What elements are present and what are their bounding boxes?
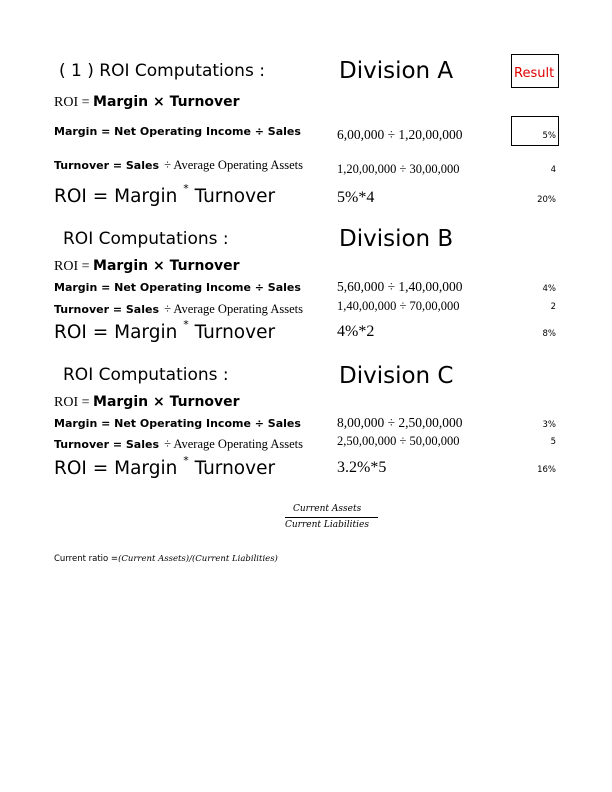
section-b-division: Division B bbox=[339, 226, 454, 252]
section-b-margin-result: 4% bbox=[542, 284, 556, 294]
current-ratio-line bbox=[54, 555, 278, 564]
roi-big-left: ROI = Margin bbox=[54, 322, 184, 344]
section-b-title: ROI Computations : bbox=[63, 229, 229, 249]
roi-big-star: * bbox=[183, 454, 189, 467]
fraction-denominator: Current Liabilities bbox=[285, 520, 369, 530]
fraction-numerator: Current Assets bbox=[293, 504, 362, 514]
section-a-roi-calc: 5%*4 bbox=[337, 189, 375, 206]
roi-big-star: * bbox=[183, 318, 189, 331]
roi-formula-rest: Margin × Turnover bbox=[93, 394, 240, 410]
section-c-turnover-calc: 2,50,00,000 ÷ 50,00,000 bbox=[337, 434, 460, 448]
section-a-roi-big bbox=[54, 182, 276, 208]
section-c-turnover-formula bbox=[54, 435, 303, 451]
section-a-turnover-formula bbox=[54, 156, 303, 172]
section-a-margin-result: 5% bbox=[542, 131, 556, 141]
turnover-label: Turnover = Sales bbox=[54, 438, 159, 451]
section-c-roi-calc: 3.2%*5 bbox=[337, 459, 387, 476]
section-b-roi-result: 8% bbox=[542, 329, 556, 339]
section-a-title: ( 1 ) ROI Computations : bbox=[59, 61, 265, 81]
turnover-rest: ÷ Average Operating Assets bbox=[164, 158, 303, 172]
section-b-margin-calc: 5,60,000 ÷ 1,40,00,000 bbox=[337, 279, 463, 294]
section-c-turnover-result: 5 bbox=[550, 437, 556, 447]
section-c-margin-result: 3% bbox=[542, 420, 556, 430]
section-b-roi-formula bbox=[54, 259, 240, 274]
section-c-margin-formula: Margin = Net Operating Income ÷ Sales bbox=[54, 417, 301, 430]
roi-prefix: ROI = bbox=[54, 259, 94, 274]
roi-big-left: ROI = Margin bbox=[54, 458, 184, 480]
roi-big-star: * bbox=[183, 182, 189, 195]
section-a-roi-formula bbox=[54, 95, 240, 110]
result-label: Result bbox=[514, 66, 555, 81]
section-b-roi-calc: 4%*2 bbox=[337, 323, 375, 340]
section-a-margin-calc: 6,00,000 ÷ 1,20,00,000 bbox=[337, 127, 463, 142]
section-a-turnover-result: 4 bbox=[550, 165, 556, 175]
section-a-roi-result: 20% bbox=[537, 195, 556, 205]
turnover-label: Turnover = Sales bbox=[54, 159, 159, 172]
section-b-turnover-result: 2 bbox=[550, 302, 556, 312]
section-a-turnover-calc: 1,20,00,000 ÷ 30,00,000 bbox=[337, 162, 460, 176]
current-ratio-formula: (Current Assets)/(Current Liabilities) bbox=[118, 554, 278, 564]
section-b-roi-big bbox=[54, 318, 276, 344]
section-b-margin-formula: Margin = Net Operating Income ÷ Sales bbox=[54, 281, 301, 294]
roi-big-left: ROI = Margin bbox=[54, 186, 184, 208]
section-b-turnover-formula bbox=[54, 300, 303, 316]
roi-big-right: Turnover bbox=[188, 322, 276, 344]
section-c-roi-big bbox=[54, 454, 276, 480]
roi-big-right: Turnover bbox=[188, 458, 276, 480]
turnover-label: Turnover = Sales bbox=[54, 303, 159, 316]
section-c-division: Division C bbox=[339, 363, 454, 389]
roi-prefix: ROI = bbox=[54, 395, 94, 410]
section-c-title: ROI Computations : bbox=[63, 365, 229, 385]
section-c-roi-result: 16% bbox=[537, 465, 556, 475]
roi-big-right: Turnover bbox=[188, 186, 276, 208]
roi-formula-rest: Margin × Turnover bbox=[93, 258, 240, 274]
section-c-roi-formula bbox=[54, 395, 240, 410]
section-a-division: Division A bbox=[339, 58, 454, 84]
roi-prefix: ROI = bbox=[54, 95, 94, 110]
section-a-margin-formula: Margin = Net Operating Income ÷ Sales bbox=[54, 125, 301, 138]
section-b-turnover-calc: 1,40,00,000 ÷ 70,00,000 bbox=[337, 299, 460, 313]
turnover-rest: ÷ Average Operating Assets bbox=[164, 302, 303, 316]
fraction-bar bbox=[285, 517, 378, 518]
current-ratio-label: Current ratio = bbox=[54, 554, 119, 564]
turnover-rest: ÷ Average Operating Assets bbox=[164, 437, 303, 451]
roi-formula-rest: Margin × Turnover bbox=[93, 94, 240, 110]
section-c-margin-calc: 8,00,000 ÷ 2,50,00,000 bbox=[337, 415, 463, 430]
